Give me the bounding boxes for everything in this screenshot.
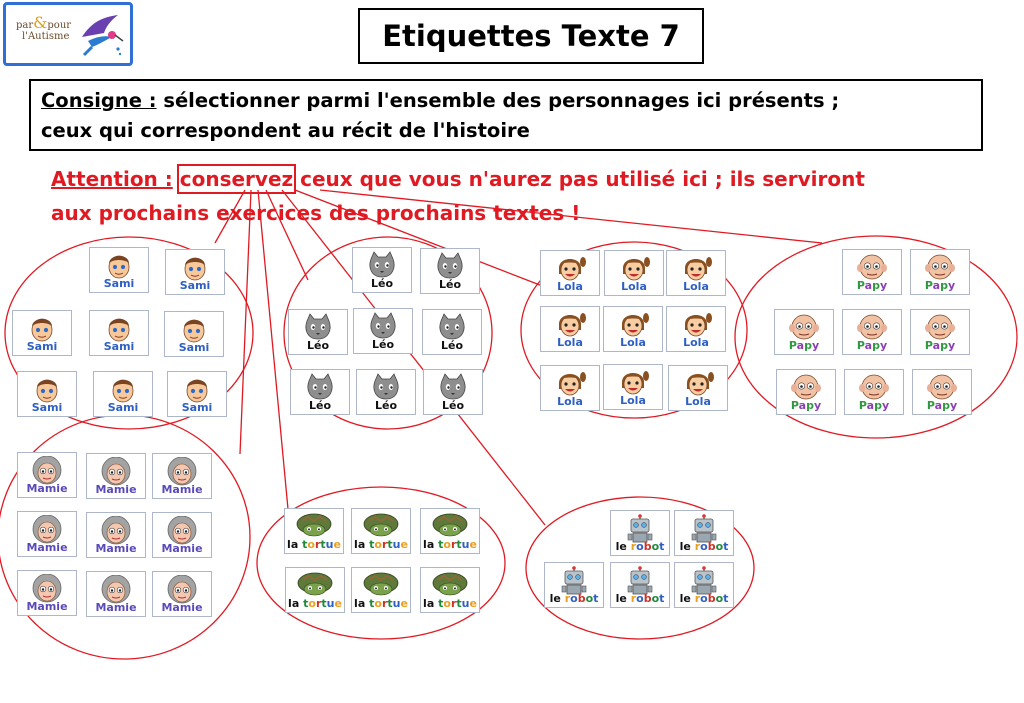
character-card-papy[interactable]	[774, 309, 834, 355]
character-card-mamie[interactable]	[86, 571, 146, 617]
character-card-sami[interactable]	[167, 371, 227, 417]
connector-sami	[215, 190, 245, 243]
character-card-tortue[interactable]	[285, 567, 345, 613]
character-card-mamie[interactable]	[152, 512, 212, 558]
character-card-papy[interactable]	[776, 369, 836, 415]
connector-leo	[266, 190, 308, 280]
card-label: Mamie	[26, 482, 68, 495]
connector-tortue	[258, 190, 288, 509]
character-card-tortue[interactable]	[351, 567, 411, 613]
card-label: Lola	[621, 280, 647, 293]
card-label: Mamie	[26, 600, 68, 613]
card-label: Mamie	[95, 483, 137, 496]
card-label: Papy	[788, 339, 820, 352]
logo-ampersand: &	[33, 13, 48, 32]
card-label: Mamie	[161, 601, 203, 614]
character-card-sami[interactable]	[165, 249, 225, 295]
card-label: Lola	[683, 280, 709, 293]
card-label: la tortue	[288, 597, 342, 610]
character-card-tortue[interactable]	[420, 567, 480, 613]
card-label: Sami	[31, 401, 63, 414]
card-label: Mamie	[26, 541, 68, 554]
card-label: Sami	[179, 279, 211, 292]
character-card-leo[interactable]	[290, 369, 350, 415]
character-card-robot[interactable]	[674, 510, 734, 556]
character-card-mamie[interactable]	[17, 511, 77, 557]
card-label: Léo	[438, 278, 462, 291]
card-label: le robot	[679, 592, 729, 605]
connector-papy	[320, 190, 822, 243]
character-card-lola[interactable]	[540, 250, 600, 296]
card-label: Mamie	[95, 601, 137, 614]
card-label: Lola	[557, 395, 583, 408]
card-label: Mamie	[161, 483, 203, 496]
character-card-tortue[interactable]	[420, 508, 480, 554]
card-label: Léo	[306, 339, 330, 352]
character-card-tortue[interactable]	[284, 508, 344, 554]
card-label: Mamie	[161, 542, 203, 555]
character-card-sami[interactable]	[17, 371, 77, 417]
card-label: Lola	[685, 395, 711, 408]
character-card-papy[interactable]	[842, 249, 902, 295]
character-card-lola[interactable]	[603, 306, 663, 352]
character-card-sami[interactable]	[93, 371, 153, 417]
character-card-robot[interactable]	[544, 562, 604, 608]
card-label: Sami	[103, 277, 135, 290]
attention-line2: aux prochains exercices des prochains textes !	[51, 201, 581, 225]
card-label: Sami	[178, 341, 210, 354]
card-label: le robot	[615, 592, 665, 605]
attention-label: Attention :	[51, 167, 173, 191]
character-card-robot[interactable]	[674, 562, 734, 608]
card-label: la tortue	[423, 597, 477, 610]
character-card-mamie[interactable]	[152, 571, 212, 617]
card-label: Papy	[858, 399, 890, 412]
logo-word-pour: pour	[47, 20, 72, 31]
card-label: Léo	[374, 399, 398, 412]
card-label: Lola	[683, 336, 709, 349]
character-card-leo[interactable]	[356, 369, 416, 415]
card-label: Léo	[308, 399, 332, 412]
card-label: Lola	[620, 336, 646, 349]
character-card-mamie[interactable]	[17, 452, 77, 498]
card-label: Lola	[557, 336, 583, 349]
card-label: la tortue	[287, 538, 341, 551]
card-label: Léo	[370, 277, 394, 290]
card-label: Papy	[856, 279, 888, 292]
card-label: Papy	[926, 399, 958, 412]
connector-mamie	[240, 190, 251, 454]
character-card-sami[interactable]	[89, 310, 149, 356]
attention-rest: ceux que vous n'aurez pas utilisé ici ; ils serviront	[293, 167, 865, 191]
card-label: Lola	[620, 394, 646, 407]
character-card-sami[interactable]	[89, 247, 149, 293]
character-card-leo[interactable]	[423, 369, 483, 415]
character-card-tortue[interactable]	[351, 508, 411, 554]
card-label: Papy	[924, 339, 956, 352]
card-label: Léo	[440, 339, 464, 352]
character-card-mamie[interactable]	[152, 453, 212, 499]
consigne-line2: ceux qui correspondent au récit de l'histoire	[41, 119, 530, 142]
character-card-leo[interactable]	[288, 309, 348, 355]
consigne-label: Consigne :	[41, 89, 157, 112]
card-label: Mamie	[95, 542, 137, 555]
character-card-lola[interactable]	[603, 364, 663, 410]
character-card-lola[interactable]	[540, 306, 600, 352]
character-card-papy[interactable]	[910, 309, 970, 355]
character-card-sami[interactable]	[12, 310, 72, 356]
consigne-line1: sélectionner parmi l'ensemble des personnages ici présents ;	[156, 89, 840, 112]
character-card-robot[interactable]	[610, 562, 670, 608]
character-card-papy[interactable]	[912, 369, 972, 415]
card-label: Léo	[441, 399, 465, 412]
character-card-lola[interactable]	[666, 306, 726, 352]
character-card-papy[interactable]	[842, 309, 902, 355]
card-label: Léo	[371, 338, 395, 351]
card-label: Sami	[103, 340, 135, 353]
character-card-lola[interactable]	[540, 365, 600, 411]
attention-keyword: conservez	[179, 167, 294, 191]
character-card-lola[interactable]	[666, 250, 726, 296]
character-card-lola[interactable]	[668, 365, 728, 411]
card-label: Papy	[924, 279, 956, 292]
character-card-robot[interactable]	[610, 510, 670, 556]
character-card-sami[interactable]	[164, 311, 224, 357]
card-label: Papy	[856, 339, 888, 352]
character-card-leo[interactable]	[422, 309, 482, 355]
logo-text-line2: l'Autisme	[22, 31, 70, 42]
card-label: le robot	[615, 540, 665, 553]
logo-word-par: par	[16, 20, 34, 31]
character-card-papy[interactable]	[844, 369, 904, 415]
card-label: le robot	[549, 592, 599, 605]
card-label: la tortue	[423, 538, 477, 551]
card-label: Lola	[557, 280, 583, 293]
card-label: Sami	[181, 401, 213, 414]
character-card-lola[interactable]	[604, 250, 664, 296]
character-card-leo[interactable]	[353, 308, 413, 354]
card-label: la tortue	[354, 538, 408, 551]
character-card-mamie[interactable]	[86, 453, 146, 499]
card-label: Sami	[107, 401, 139, 414]
character-card-mamie[interactable]	[17, 570, 77, 616]
card-label: Sami	[26, 340, 58, 353]
card-label: le robot	[679, 540, 729, 553]
character-card-papy[interactable]	[910, 249, 970, 295]
character-card-mamie[interactable]	[86, 512, 146, 558]
card-label: la tortue	[354, 597, 408, 610]
character-card-leo[interactable]	[420, 248, 480, 294]
card-label: Papy	[790, 399, 822, 412]
character-card-leo[interactable]	[352, 247, 412, 293]
page-title: Etiquettes Texte 7	[382, 19, 680, 53]
